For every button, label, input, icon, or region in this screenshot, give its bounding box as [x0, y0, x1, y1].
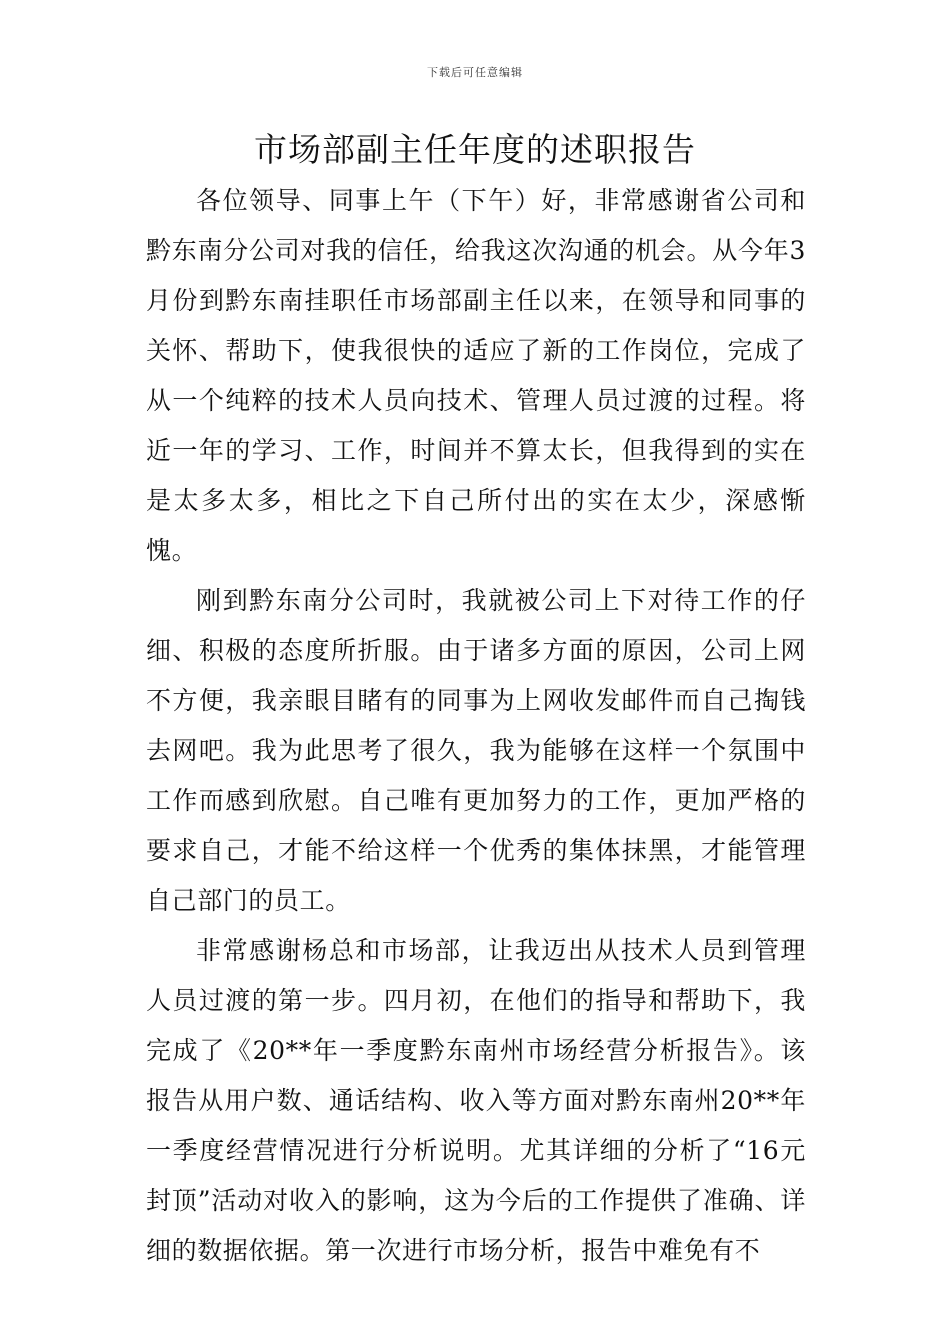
document-title: 市场部副主任年度的述职报告: [254, 130, 696, 169]
paragraph-2: 刚到黔东南分公司时，我就被公司上下对待工作的仔细、积极的态度所折服。由于诸多方面的原因，公司上网不方便，我亲眼目睹有的同事为上网收发邮件而自己掏钱去网吧。我为此思考了很久，我为能够在这样一个氛围中工作而感到欣慰。自己唯有更加努力的工作，更加严格的要求自己，才能不给这样一个优秀的集体抹黑，才能管理自己部门的员工。: [146, 586, 806, 915]
paragraph-3: 非常感谢杨总和市场部，让我迈出从技术人员到管理人员过渡的第一步。四月初，在他们的指导和帮助下，我完成了《20**年一季度黔东南州市场经营分析报告》。该报告从用户数、通话结构、收入等方面对黔东南州20**年一季度经营情况进行分析说明。尤其详细的分析了“16元封顶”活动对收入的影响，这为今后的工作提供了准确、详细的数据依据。第一次进行市场分析，报告中难免有不: [146, 936, 806, 1265]
paragraph-1: 各位领导、同事上午（下午）好，非常感谢省公司和黔东南分公司对我的信任，给我这次沟通的机会。从今年3月份到黔东南挂职任市场部副主任以来，在领导和同事的关怀、帮助下，使我很快的适应了新的工作岗位，完成了从一个纯粹的技术人员向技术、管理人员过渡的过程。将近一年的学习、工作，时间并不算太长，但我得到的实在是太多太多，相比之下自己所付出的实在太少，深感惭愧。: [146, 186, 806, 565]
header-note: 下载后可任意编辑: [427, 66, 523, 79]
document-body: [146, 176, 806, 1276]
